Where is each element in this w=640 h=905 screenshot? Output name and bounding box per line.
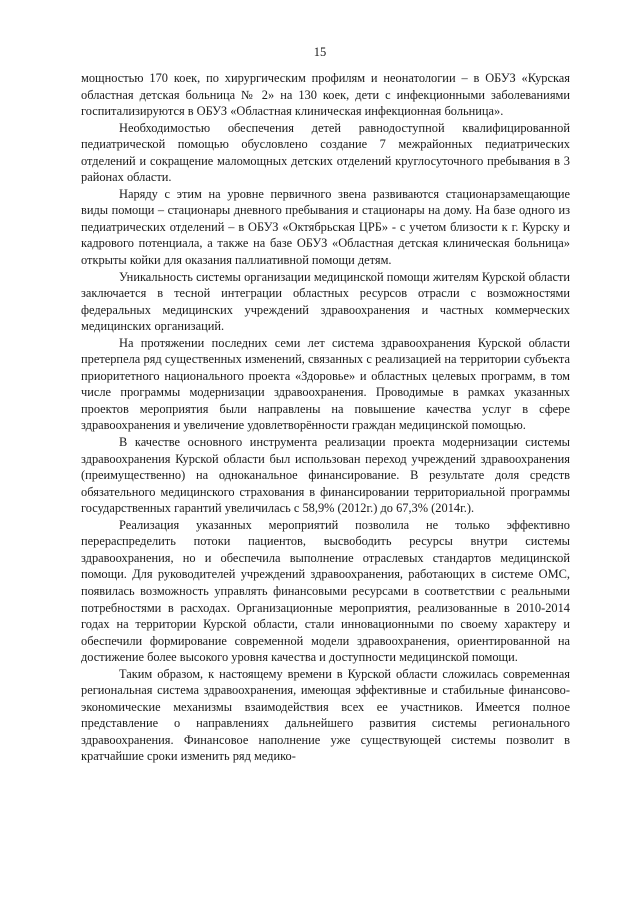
paragraph-conclusion: Таким образом, к настоящему времени в Курской области сложилась современная региональная система здравоохранения, имеющая эффективные и стабильные финансово-экономические механизмы взаимодействия всех ее участников. Имеется полное представление о направлениях дальнейшего развития системы регионального здравоохранения. Финансовое наполнение уже существующей системы позволит в кратчайшие сроки изменить ряд медико- bbox=[81, 666, 570, 764]
paragraph-continuation: мощностью 170 коек, по хирургическим профилям и неонатологии – в ОБУЗ «Курская областная детская больница № 2» на 130 коек, дети с инфекционными заболеваниями госпитализируются в ОБУЗ «Областная клиническая инфекционная больница». bbox=[81, 71, 570, 119]
paragraph-single-channel-financing: В качестве основного инструмента реализации проекта модернизации системы здравоохранения Курской области был использован переход учреждений здравоохранения (преимущественно) на одноканальное финансирование. В результате доля средств обязательного медицинского страхования в финансировании территориальной программы государственных гарантий увеличилась с 58,9% (2012г.) до 67,3% (2014г.). bbox=[81, 435, 570, 516]
paragraph-pediatric-departments: Необходимостью обеспечения детей равнодоступной квалифицированной педиатрической помощью обусловлено создание 7 межрайонных педиатрических отделений и сокращение маломощных детских отделений круглосуточного пребывания в 3 районах области. bbox=[81, 120, 570, 185]
paragraph-inpatient-substitution: Наряду с этим на уровне первичного звена развиваются стационарзамещающие виды помощи – стационары дневного пребывания и стационары на дому. На базе одного из педиатрических отделений – в ОБУЗ «Октябрьская ЦРБ» - с учетом близости к г. Курску и кадрового потенциала, а также на базе ОБУЗ «Областная детская клиническая больница» открыты койки для оказания паллиативной помощи детям. bbox=[81, 186, 570, 268]
paragraph-system-uniqueness: Уникальность системы организации медицинской помощи жителям Курской области заключается в тесной интеграции областных ресурсов отрасли с возможностями федеральных медицинских учреждений здравоохранения и частных коммерческих медицинских организаций. bbox=[81, 269, 570, 334]
page-number: 15 bbox=[313, 45, 327, 59]
paragraph-implementation-results: Реализация указанных мероприятий позволила не только эффективно перераспределить потоки пациентов, высвободить ресурсы внутри системы здравоохранения, но и обеспечила выполнение отраслевых стандартов медицинской помощи. Для руководителей учреждений здравоохранения, работающих в системе ОМС, появилась возможность управлять финансовыми ресурсами в соответствии с реальными потребностями в расходах. Организационные мероприятия, реализованные в 2010-2014 годах на территории Курской области, стали инновационными по своему характеру и обеспечили формирование современной модели здравоохранения, ориентированной на достижение более высокого уровня качества и доступности медицинской помощи. bbox=[81, 517, 570, 665]
document-body bbox=[81, 70, 570, 765]
paragraph-seven-years-changes: На протяжении последних семи лет система здравоохранения Курской области претерпела ряд существенных изменений, связанных с реализацией на территории субъекта приоритетного национального проекта «Здоровье» и областных целевых программ, в том числе программы модернизации здравоохранения. Проводимые в рамках указанных проектов мероприятия были направлены на повышение качества услуг в сфере здравоохранения и увеличение удовлетворённости граждан медицинской помощью. bbox=[81, 335, 570, 433]
